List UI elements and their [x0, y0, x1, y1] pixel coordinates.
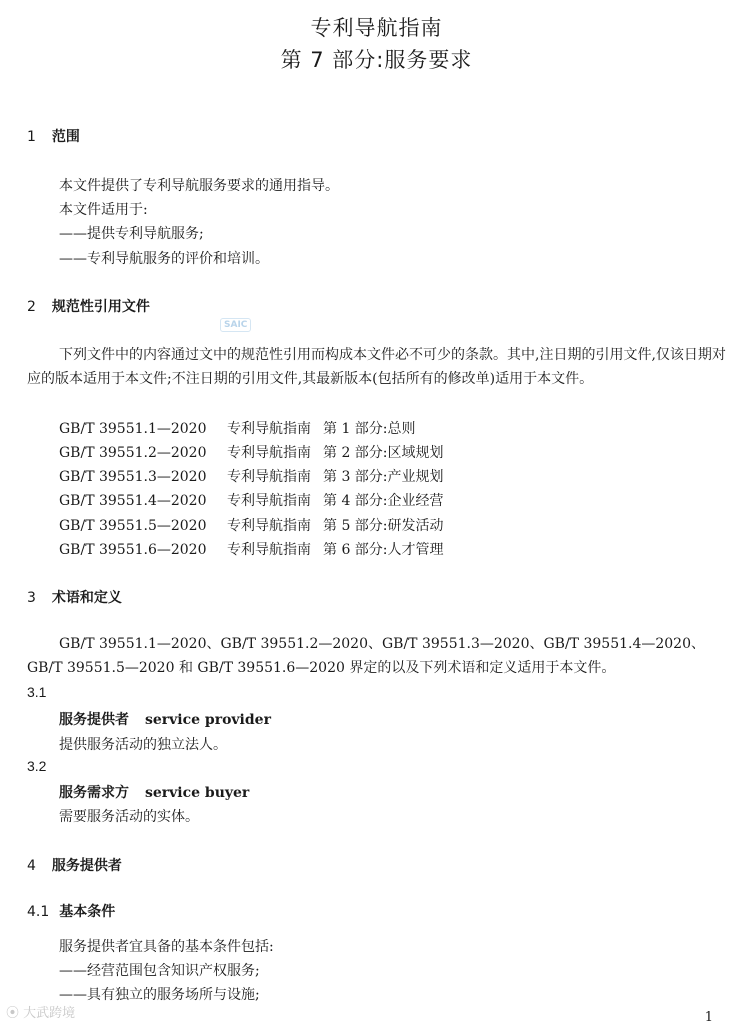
section-number: 3	[27, 590, 36, 606]
watermark-logo	[6, 1002, 75, 1021]
reference-code: GB/T 39551.2—2020	[59, 445, 207, 461]
reference-part: 第 2 部分:区域规划	[323, 445, 444, 461]
paragraph-line: 本文件适用于:	[59, 202, 148, 218]
reference-name: 专利导航指南	[227, 518, 311, 534]
reference-name: 专利导航指南	[227, 469, 311, 485]
document-title: 专利导航指南	[310, 16, 443, 40]
section-2-heading	[27, 296, 150, 316]
term-cn: 服务需求方	[59, 785, 129, 801]
paragraph-line: 服务提供者宜具备的基本条件包括:	[59, 939, 274, 955]
reference-item	[59, 539, 444, 559]
section-number: 1	[27, 129, 36, 145]
term-en: service buyer	[145, 785, 250, 801]
term-heading	[59, 709, 271, 729]
paragraph: GB/T 39551.1—2020、GB/T 39551.2—2020、GB/T 39551.3—2020、GB/T 39551.4—2020、GB/T 39551.5—2020 和 GB/T 39551.6—2020 界定的以及下列术语和定义适用于本文件。	[27, 636, 705, 676]
reference-name: 专利导航指南	[227, 445, 311, 461]
term-heading	[59, 782, 249, 802]
reference-name: 专利导航指南	[227, 542, 311, 558]
term-cn: 服务提供者	[59, 712, 129, 728]
section-1-heading	[27, 126, 80, 146]
reference-part: 第 4 部分:企业经营	[323, 493, 444, 509]
reference-item	[59, 442, 444, 462]
reference-part: 第 3 部分:产业规划	[323, 469, 444, 485]
watermark-icon: ⦿	[6, 1006, 20, 1021]
reference-code: GB/T 39551.3—2020	[59, 469, 207, 485]
list-item: ——专利导航服务的评价和培训。	[59, 251, 269, 267]
term-number: 3.2	[27, 758, 47, 774]
subsection-title: 基本条件	[59, 904, 116, 920]
section-4-heading	[27, 855, 122, 875]
section-number: 2	[27, 299, 36, 315]
page-number: 1	[704, 1010, 713, 1025]
reference-code: GB/T 39551.4—2020	[59, 493, 207, 509]
term-en: service provider	[145, 712, 271, 728]
list-item: ——具有独立的服务场所与设施;	[59, 987, 260, 1003]
section-number: 4	[27, 858, 36, 874]
section-title: 服务提供者	[51, 858, 122, 874]
term-definition: 需要服务活动的实体。	[59, 809, 199, 825]
reference-code: GB/T 39551.1—2020	[59, 421, 207, 437]
reference-name: 专利导航指南	[227, 493, 311, 509]
reference-code: GB/T 39551.6—2020	[59, 542, 207, 558]
section-title: 范围	[51, 129, 80, 145]
term-definition: 提供服务活动的独立法人。	[59, 737, 227, 753]
reference-code: GB/T 39551.5—2020	[59, 518, 207, 534]
subsection-4-1-heading	[27, 901, 115, 921]
reference-part: 第 5 部分:研发活动	[323, 518, 444, 534]
list-item: ——经营范围包含知识产权服务;	[59, 963, 260, 979]
section-title: 规范性引用文件	[51, 299, 150, 315]
reference-part: 第 1 部分:总则	[323, 421, 416, 437]
paragraph: 下列文件中的内容通过文中的规范性引用而构成本文件必不可少的条款。其中,注日期的引用文件,仅该日期对应的版本适用于本文件;不注日期的引用文件,其最新版本(包括所有的修改单)适用于本文件。	[27, 347, 726, 387]
paragraph-line: 本文件提供了专利导航服务要求的通用指导。	[59, 178, 339, 194]
reference-item	[59, 418, 416, 438]
reference-part: 第 6 部分:人才管理	[323, 542, 444, 558]
section-title: 术语和定义	[51, 590, 122, 606]
term-number: 3.1	[27, 684, 47, 700]
subsection-number: 4.1	[27, 904, 50, 920]
reference-item	[59, 466, 444, 486]
reference-item	[59, 515, 444, 535]
reference-name: 专利导航指南	[227, 421, 311, 437]
watermark-text: 大武跨境	[23, 1006, 76, 1021]
document-subtitle: 第 7 部分:服务要求	[280, 48, 473, 72]
list-item: ——提供专利导航服务;	[59, 226, 204, 242]
watermark-stamp: SAIC	[220, 318, 251, 332]
section-3-heading	[27, 587, 122, 607]
reference-item	[59, 490, 444, 510]
